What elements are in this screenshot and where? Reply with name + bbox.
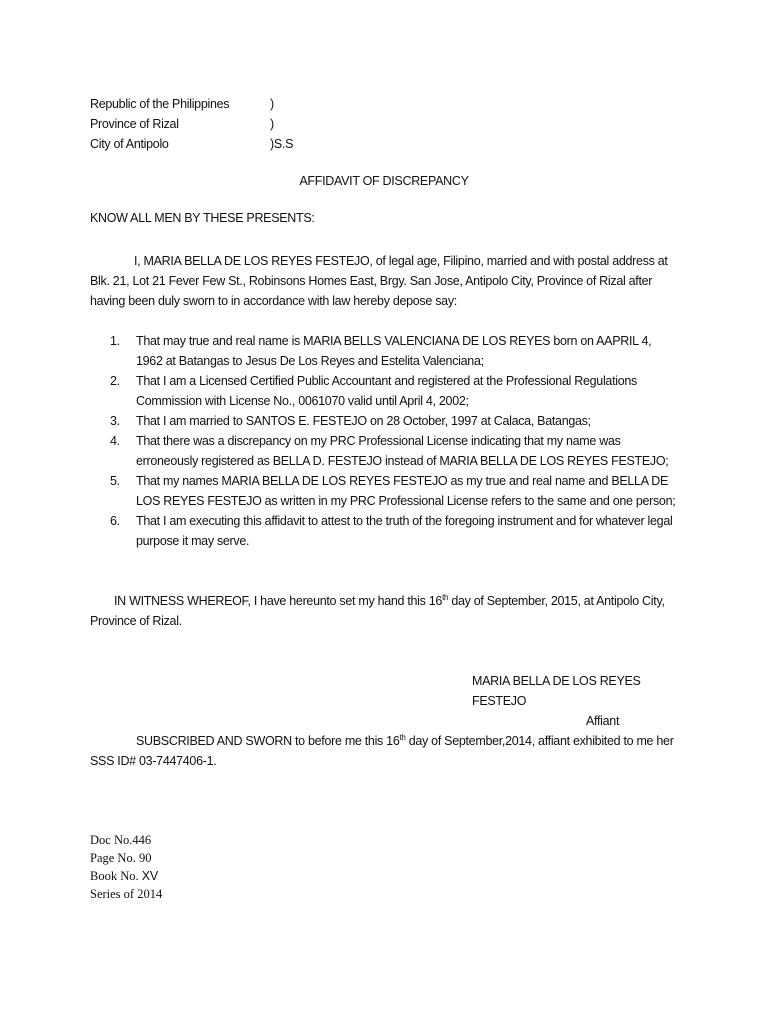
- list-item-text: That there was a discrepancy on my PRC Professional License indicating that my name was erroneously registered as BELLA D. FESTEJO instead of MARIA BELLA DE LOS REYES FESTEJO;: [136, 434, 669, 468]
- book-number-value: XV: [138, 869, 158, 883]
- affiant-name: MARIA BELLA DE LOS REYES FESTEJO: [472, 674, 641, 708]
- list-item: [90, 411, 680, 431]
- venue-place: Province of Rizal: [90, 117, 179, 131]
- know-all-heading: KNOW ALL MEN BY THESE PRESENTS:: [90, 211, 315, 225]
- list-item: [90, 331, 680, 371]
- document-title-wrap: [0, 174, 768, 188]
- list-item-number: 6.: [110, 514, 120, 528]
- book-number: [90, 867, 162, 885]
- venue-block: [90, 94, 293, 154]
- list-item-text: That my names MARIA BELLA DE LOS REYES FESTEJO as my true and real name and BELLA DE LOS REYES FESTEJO as written in my PRC Professional License refers to the same and one person;: [136, 474, 676, 508]
- venue-place: Republic of the Philippines: [90, 97, 230, 111]
- list-item-number: 4.: [110, 434, 120, 448]
- list-item-text: That I am a Licensed Certified Public Accountant and registered at the Professional Regulations Commission with License No., 0061070 valid until April 4, 2002;: [136, 374, 637, 408]
- venue-mark: ): [270, 97, 274, 111]
- intro-paragraph: [90, 251, 680, 311]
- venue-row: [90, 94, 293, 114]
- list-item: [90, 431, 680, 471]
- list-item-number: 5.: [110, 474, 120, 488]
- ordinal-suffix: th: [399, 732, 406, 742]
- signature-block: [472, 671, 682, 731]
- list-item-text: That may true and real name is MARIA BELLS VALENCIANA DE LOS REYES born on AAPRIL 4, 1962 at Batangas to Jesus De Los Reyes and Estelita Valenciana;: [136, 334, 652, 368]
- witness-paragraph: [90, 591, 680, 631]
- list-item: [90, 371, 680, 411]
- venue-mark: )S.S: [270, 137, 294, 151]
- intro-text: I, MARIA BELLA DE LOS REYES FESTEJO, of legal age, Filipino, married and with postal address at Blk. 21, Lot 21 Fever Few St., Robinsons Homes East, Brgy. San Jose, Antipolo City, Province of Rizal after having been duly sworn to in accordance with law hereby depose say:: [90, 254, 668, 308]
- document-title: AFFIDAVIT OF DISCREPANCY: [299, 174, 469, 188]
- venue-row: [90, 134, 293, 154]
- page-number: Page No. 90: [90, 851, 152, 865]
- notarial-register-block: [90, 831, 162, 903]
- witness-text-before: IN WITNESS WHEREOF, I have hereunto set my hand this 16: [114, 594, 443, 608]
- jurat-text-after: day of September,2014, affiant exhibited to me her SSS ID# 03-7447406-1.: [90, 734, 674, 768]
- series-year: Series of 2014: [90, 887, 163, 901]
- venue-place: City of Antipolo: [90, 137, 169, 151]
- witness-text-after: day of September, 2015, at Antipolo City, Province of Rizal.: [90, 594, 665, 628]
- list-item-text: That I am married to SANTOS E. FESTEJO on 28 October, 1997 at Calaca, Batangas;: [136, 414, 591, 428]
- ordinal-suffix: th: [442, 592, 449, 602]
- jurat-text-before: SUBSCRIBED AND SWORN to before me this 16: [136, 734, 400, 748]
- list-item-text: That I am executing this affidavit to attest to the truth of the foregoing instrument and for whatever legal purpose it may serve.: [136, 514, 673, 548]
- list-item-number: 1.: [110, 334, 120, 348]
- venue-row: [90, 114, 293, 134]
- list-item: [90, 471, 680, 511]
- list-item-number: 3.: [110, 414, 120, 428]
- list-item-number: 2.: [110, 374, 120, 388]
- doc-number: Doc No.446: [90, 833, 152, 847]
- book-number-label: Book No.: [90, 869, 139, 883]
- averments-list: [90, 331, 680, 551]
- jurat-paragraph: [90, 731, 680, 771]
- list-item: [90, 511, 680, 551]
- affiant-role: Affiant: [586, 714, 620, 728]
- venue-mark: ): [270, 117, 274, 131]
